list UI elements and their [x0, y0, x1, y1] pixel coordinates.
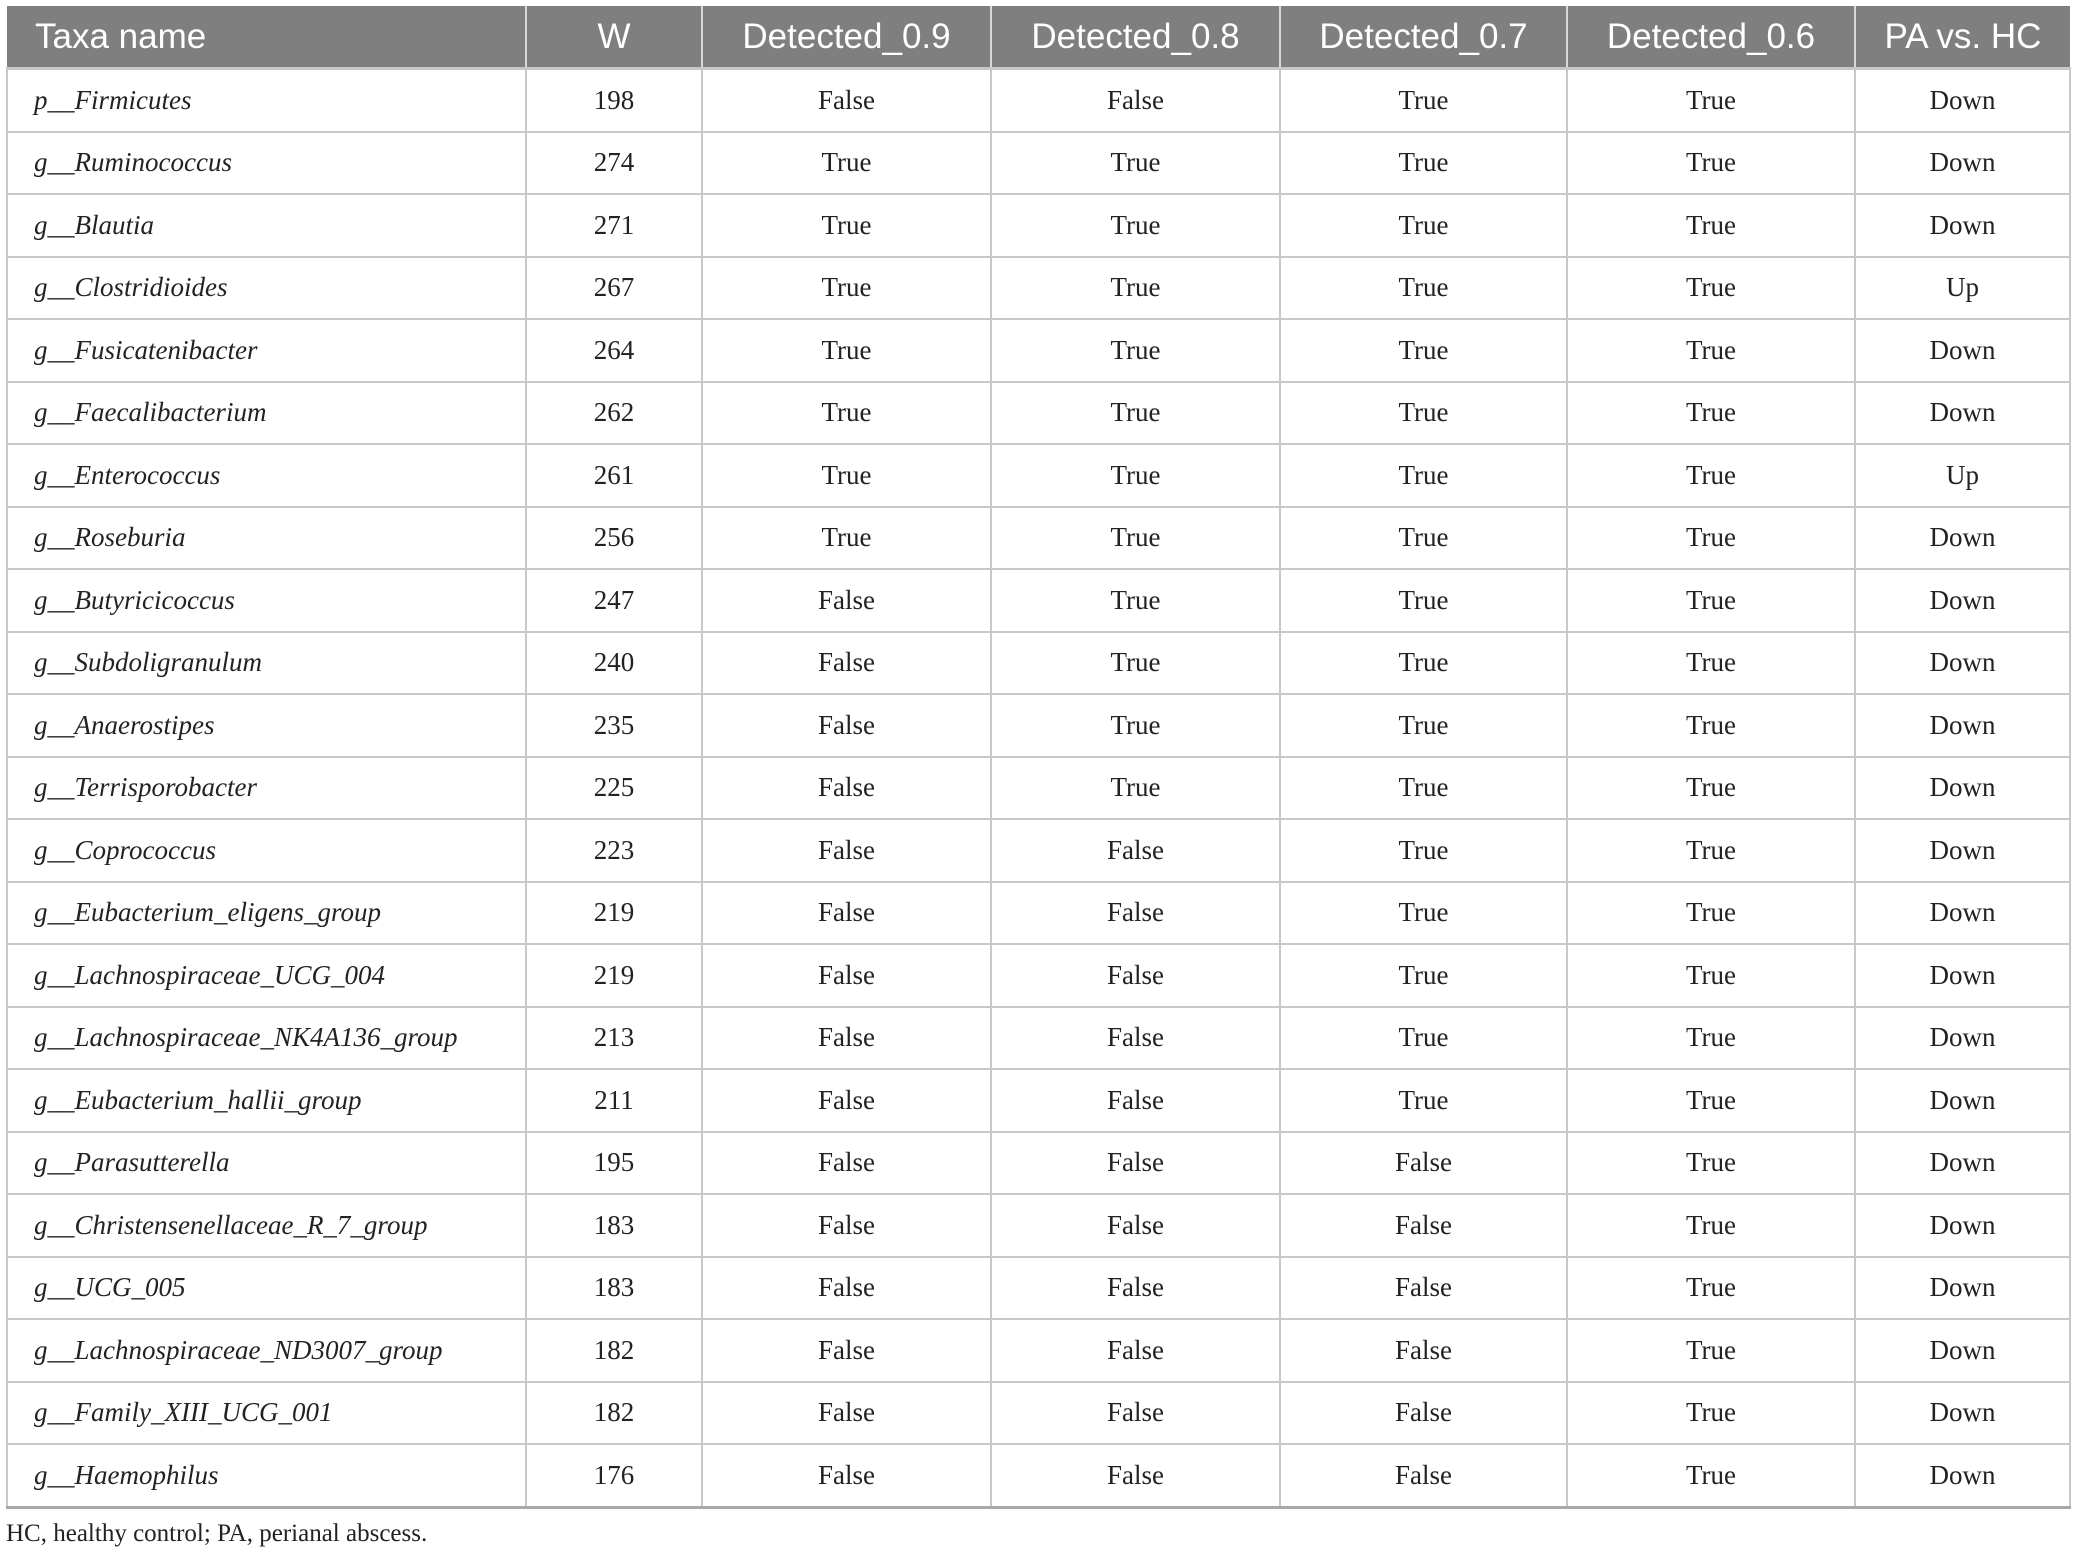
cell-detected-0-9: False [702, 757, 991, 820]
cell-pa-vs-hc: Down [1855, 569, 2070, 632]
cell-detected-0-6: True [1567, 1007, 1855, 1070]
cell-pa-vs-hc: Down [1855, 1319, 2070, 1382]
cell-detected-0-6: True [1567, 257, 1855, 320]
cell-taxa-name: g__Family_XIII_UCG_001 [7, 1382, 526, 1445]
cell-detected-0-8: True [991, 194, 1280, 257]
cell-detected-0-6: True [1567, 1257, 1855, 1320]
cell-pa-vs-hc: Down [1855, 1069, 2070, 1132]
cell-pa-vs-hc: Down [1855, 694, 2070, 757]
cell-detected-0-7: True [1280, 257, 1567, 320]
cell-w: 219 [526, 944, 702, 1007]
cell-w: 225 [526, 757, 702, 820]
table-row [7, 382, 2070, 445]
table-row [7, 1319, 2070, 1382]
table-row [7, 194, 2070, 257]
cell-detected-0-9: True [702, 194, 991, 257]
header-detected-0-7: Detected_0.7 [1280, 6, 1567, 69]
cell-detected-0-6: True [1567, 319, 1855, 382]
cell-detected-0-7: True [1280, 382, 1567, 445]
cell-pa-vs-hc: Down [1855, 757, 2070, 820]
cell-detected-0-7: True [1280, 694, 1567, 757]
cell-w: 182 [526, 1319, 702, 1382]
cell-detected-0-8: False [991, 1194, 1280, 1257]
cell-detected-0-8: True [991, 569, 1280, 632]
cell-detected-0-9: False [702, 694, 991, 757]
cell-detected-0-7: True [1280, 132, 1567, 195]
cell-w: 213 [526, 1007, 702, 1070]
header-row [7, 6, 2070, 69]
cell-detected-0-9: False [702, 1194, 991, 1257]
table-row [7, 1069, 2070, 1132]
cell-w: 183 [526, 1257, 702, 1320]
table-row [7, 1257, 2070, 1320]
table-row [7, 1382, 2070, 1445]
cell-detected-0-6: True [1567, 819, 1855, 882]
cell-detected-0-6: True [1567, 569, 1855, 632]
cell-detected-0-7: True [1280, 444, 1567, 507]
table-row [7, 319, 2070, 382]
cell-detected-0-6: True [1567, 444, 1855, 507]
cell-w: 262 [526, 382, 702, 445]
table-row [7, 257, 2070, 320]
cell-pa-vs-hc: Down [1855, 882, 2070, 945]
cell-detected-0-9: False [702, 632, 991, 695]
cell-detected-0-9: True [702, 319, 991, 382]
cell-detected-0-8: False [991, 69, 1280, 132]
cell-detected-0-9: False [702, 819, 991, 882]
cell-w: 182 [526, 1382, 702, 1445]
cell-detected-0-7: False [1280, 1132, 1567, 1195]
taxa-table [6, 6, 2071, 1509]
cell-pa-vs-hc: Down [1855, 1007, 2070, 1070]
cell-detected-0-8: True [991, 382, 1280, 445]
cell-detected-0-9: False [702, 1319, 991, 1382]
cell-taxa-name: g__Lachnospiraceae_ND3007_group [7, 1319, 526, 1382]
table-row [7, 507, 2070, 570]
cell-detected-0-6: True [1567, 882, 1855, 945]
cell-taxa-name: g__Roseburia [7, 507, 526, 570]
cell-w: 235 [526, 694, 702, 757]
header-detected-0-8: Detected_0.8 [991, 6, 1280, 69]
cell-taxa-name: g__Eubacterium_hallii_group [7, 1069, 526, 1132]
cell-detected-0-8: False [991, 944, 1280, 1007]
cell-detected-0-9: False [702, 1132, 991, 1195]
table-row [7, 819, 2070, 882]
cell-w: 256 [526, 507, 702, 570]
cell-w: 247 [526, 569, 702, 632]
cell-taxa-name: g__Anaerostipes [7, 694, 526, 757]
table-row [7, 132, 2070, 195]
cell-detected-0-8: False [991, 1257, 1280, 1320]
cell-pa-vs-hc: Down [1855, 69, 2070, 132]
cell-taxa-name: g__Ruminococcus [7, 132, 526, 195]
cell-detected-0-8: True [991, 694, 1280, 757]
cell-detected-0-8: True [991, 319, 1280, 382]
cell-w: 240 [526, 632, 702, 695]
cell-pa-vs-hc: Down [1855, 632, 2070, 695]
cell-detected-0-6: True [1567, 1132, 1855, 1195]
cell-pa-vs-hc: Down [1855, 507, 2070, 570]
cell-detected-0-9: False [702, 1069, 991, 1132]
cell-w: 223 [526, 819, 702, 882]
cell-taxa-name: g__Lachnospiraceae_NK4A136_group [7, 1007, 526, 1070]
cell-detected-0-7: False [1280, 1382, 1567, 1445]
cell-pa-vs-hc: Down [1855, 194, 2070, 257]
cell-detected-0-9: True [702, 132, 991, 195]
table-row [7, 757, 2070, 820]
cell-pa-vs-hc: Down [1855, 819, 2070, 882]
cell-detected-0-8: True [991, 632, 1280, 695]
cell-detected-0-7: True [1280, 819, 1567, 882]
cell-detected-0-8: True [991, 444, 1280, 507]
cell-taxa-name: g__Subdoligranulum [7, 632, 526, 695]
cell-w: 195 [526, 1132, 702, 1195]
cell-taxa-name: g__Parasutterella [7, 1132, 526, 1195]
cell-pa-vs-hc: Down [1855, 1132, 2070, 1195]
cell-taxa-name: g__Terrisporobacter [7, 757, 526, 820]
cell-pa-vs-hc: Up [1855, 257, 2070, 320]
cell-detected-0-9: False [702, 1007, 991, 1070]
table-row [7, 1444, 2070, 1507]
cell-pa-vs-hc: Down [1855, 1194, 2070, 1257]
cell-taxa-name: g__Enterococcus [7, 444, 526, 507]
cell-detected-0-8: False [991, 1132, 1280, 1195]
cell-w: 274 [526, 132, 702, 195]
cell-detected-0-8: True [991, 132, 1280, 195]
cell-w: 264 [526, 319, 702, 382]
cell-detected-0-8: False [991, 1382, 1280, 1445]
cell-detected-0-8: False [991, 1319, 1280, 1382]
cell-detected-0-7: True [1280, 882, 1567, 945]
cell-w: 198 [526, 69, 702, 132]
cell-pa-vs-hc: Down [1855, 944, 2070, 1007]
cell-detected-0-8: False [991, 1069, 1280, 1132]
cell-detected-0-6: True [1567, 757, 1855, 820]
cell-pa-vs-hc: Down [1855, 1257, 2070, 1320]
cell-detected-0-8: False [991, 1007, 1280, 1070]
cell-taxa-name: g__Haemophilus [7, 1444, 526, 1507]
cell-detected-0-6: True [1567, 1382, 1855, 1445]
cell-taxa-name: g__Faecalibacterium [7, 382, 526, 445]
cell-detected-0-6: True [1567, 632, 1855, 695]
header-taxa-name: Taxa name [7, 6, 526, 69]
header-pa-vs-hc: PA vs. HC [1855, 6, 2070, 69]
cell-detected-0-6: True [1567, 194, 1855, 257]
cell-taxa-name: g__UCG_005 [7, 1257, 526, 1320]
cell-detected-0-7: False [1280, 1194, 1567, 1257]
header-w: W [526, 6, 702, 69]
cell-detected-0-6: True [1567, 1069, 1855, 1132]
cell-pa-vs-hc: Down [1855, 382, 2070, 445]
table-row [7, 694, 2070, 757]
header-detected-0-6: Detected_0.6 [1567, 6, 1855, 69]
cell-detected-0-6: True [1567, 944, 1855, 1007]
cell-w: 211 [526, 1069, 702, 1132]
table-body [7, 69, 2070, 1508]
cell-detected-0-8: True [991, 507, 1280, 570]
table-row [7, 1132, 2070, 1195]
cell-detected-0-9: False [702, 1444, 991, 1507]
table-container [6, 6, 2069, 1509]
cell-detected-0-9: True [702, 444, 991, 507]
cell-taxa-name: g__Blautia [7, 194, 526, 257]
cell-detected-0-6: True [1567, 382, 1855, 445]
cell-detected-0-9: False [702, 944, 991, 1007]
cell-w: 183 [526, 1194, 702, 1257]
table-row [7, 882, 2070, 945]
cell-detected-0-7: True [1280, 632, 1567, 695]
cell-detected-0-7: True [1280, 507, 1567, 570]
cell-detected-0-6: True [1567, 1194, 1855, 1257]
cell-detected-0-8: False [991, 819, 1280, 882]
cell-detected-0-8: False [991, 882, 1280, 945]
cell-taxa-name: g__Lachnospiraceae_UCG_004 [7, 944, 526, 1007]
cell-detected-0-6: True [1567, 507, 1855, 570]
cell-taxa-name: g__Fusicatenibacter [7, 319, 526, 382]
table-row [7, 1007, 2070, 1070]
cell-detected-0-9: False [702, 569, 991, 632]
cell-pa-vs-hc: Down [1855, 319, 2070, 382]
cell-detected-0-6: True [1567, 1319, 1855, 1382]
cell-detected-0-6: True [1567, 69, 1855, 132]
cell-detected-0-8: True [991, 757, 1280, 820]
cell-detected-0-7: True [1280, 194, 1567, 257]
cell-detected-0-7: True [1280, 757, 1567, 820]
cell-w: 271 [526, 194, 702, 257]
cell-detected-0-8: True [991, 257, 1280, 320]
cell-detected-0-7: False [1280, 1444, 1567, 1507]
table-row [7, 69, 2070, 132]
header-detected-0-9: Detected_0.9 [702, 6, 991, 69]
cell-pa-vs-hc: Down [1855, 132, 2070, 195]
cell-detected-0-6: True [1567, 132, 1855, 195]
cell-detected-0-7: True [1280, 319, 1567, 382]
cell-w: 219 [526, 882, 702, 945]
cell-detected-0-7: True [1280, 944, 1567, 1007]
cell-detected-0-8: False [991, 1444, 1280, 1507]
cell-detected-0-9: True [702, 382, 991, 445]
cell-detected-0-9: True [702, 507, 991, 570]
cell-detected-0-9: False [702, 69, 991, 132]
cell-detected-0-7: False [1280, 1319, 1567, 1382]
cell-taxa-name: p__Firmicutes [7, 69, 526, 132]
cell-taxa-name: g__Eubacterium_eligens_group [7, 882, 526, 945]
cell-detected-0-7: True [1280, 69, 1567, 132]
cell-pa-vs-hc: Down [1855, 1382, 2070, 1445]
cell-detected-0-7: True [1280, 569, 1567, 632]
cell-taxa-name: g__Butyricicoccus [7, 569, 526, 632]
cell-w: 261 [526, 444, 702, 507]
cell-detected-0-7: True [1280, 1007, 1567, 1070]
cell-w: 267 [526, 257, 702, 320]
cell-detected-0-6: True [1567, 694, 1855, 757]
cell-detected-0-9: True [702, 257, 991, 320]
cell-taxa-name: g__Coprococcus [7, 819, 526, 882]
table-header [7, 6, 2070, 69]
cell-detected-0-9: False [702, 1257, 991, 1320]
cell-pa-vs-hc: Up [1855, 444, 2070, 507]
table-row [7, 632, 2070, 695]
table-row [7, 1194, 2070, 1257]
cell-detected-0-6: True [1567, 1444, 1855, 1507]
cell-taxa-name: g__Christensenellaceae_R_7_group [7, 1194, 526, 1257]
table-row [7, 569, 2070, 632]
cell-pa-vs-hc: Down [1855, 1444, 2070, 1507]
cell-detected-0-7: True [1280, 1069, 1567, 1132]
cell-detected-0-9: False [702, 1382, 991, 1445]
cell-taxa-name: g__Clostridioides [7, 257, 526, 320]
cell-detected-0-7: False [1280, 1257, 1567, 1320]
table-row [7, 444, 2070, 507]
table-footnote: HC, healthy control; PA, perianal abscess. [6, 1520, 428, 1547]
cell-detected-0-9: False [702, 882, 991, 945]
table-row [7, 944, 2070, 1007]
cell-w: 176 [526, 1444, 702, 1507]
